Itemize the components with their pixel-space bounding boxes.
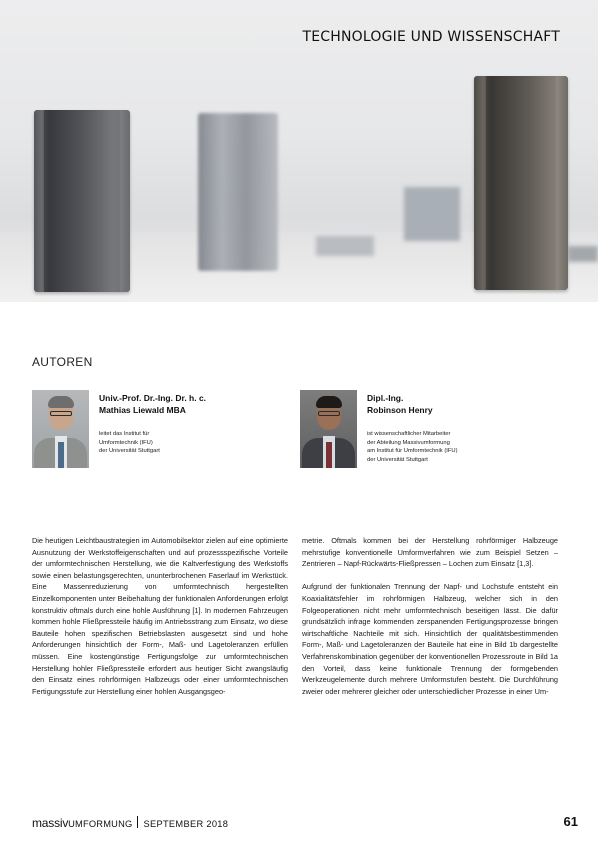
footer-masthead [32, 816, 228, 832]
author-photo [32, 390, 89, 468]
body-column-right [302, 535, 558, 697]
photo-tube-right [474, 76, 568, 290]
body-paragraph: Aufgrund der funktionalen Trennung der Napf- und Lochstufe entsteht ein Koaxialitätsfehler im rohrförmigen Halbzeug, welcher sich in den Folgeoperationen nicht mehr umformtechnisch beseitigen lässt. Die dafür grundsätzlich infrage kommenden zerspanenden Fertigungsprozesse bringen wirtschaftliche Nachteile mit sich. Hinsichtlich der qualitätsbestimmenden Form-, Maß- und Lagetoleranzen der Bauteile hat eine in Bild 1b dargestellte Verfahrenskombination gegenüber der konventionellen Prozessroute in Bild 1a den Vorteil, dass keine funktionale Trennung der formgebenden Werkzeugelemente durch mehrere Umformstufen besteht. Die Durchführung zweier oder mehrerer gleicher oder unterschiedlicher Prozesse in einer Um- [302, 582, 558, 696]
photo-tube-blurred [198, 113, 278, 271]
footer-divider [137, 816, 138, 828]
issue-date: SEPTEMBER 2018 [143, 819, 229, 829]
author-name: Dipl.-Ing. Robinson Henry [367, 393, 433, 415]
author-card [300, 390, 550, 470]
magazine-brand-suffix: UMFORMUNG [68, 819, 133, 829]
body-column-left [32, 535, 288, 697]
author-card [32, 390, 272, 470]
author-description: leitet das Institut für Umformtechnik (IFU) der Universität Stuttgart [99, 431, 160, 455]
body-paragraph: Die heutigen Leichtbaustrategien im Automobilsektor zielen auf eine optimierte Ausnutzung der Werkstoffeigenschaften und auf prozessspezifische Vorteile der umformtechnischen Herstellung, wie die Kaltverfestigung des Werkstoffs sowie einen belastungsgerechten, ununterbrochenen Faserlauf im Werkstück. Eine Massenreduzierung von umformtechnisch hergestellten Einzelkomponenten unter Beibehaltung der funktionalen Anforderungen erfolgt konstruktiv oftmals durch eine hohle Ausführung [1]. In modernen Fahrzeugen kommen hohle Fließpressteile häufig im Antriebsstrang zum Einsatz, wo diese Bauteile hohen spezifischen Betriebslasten ausgesetzt sind und hohe Anforderungen hinsichtlich der Form-, Maß- und Lagetoleranzen erfüllen müssen. Eine kostengünstige Fertigungsfolge zur umformtechnischen Herstellung hohler Fließpressteile erfordert aus heutiger Sicht zwangsläufig den Einsatz eines rohrförmigen Halbzeugs oder einer umformtechnischen Fertigungsstufe zur Herstellung einer hohlen Ausgangsgeo- [32, 536, 288, 696]
author-photo [300, 390, 357, 468]
photo-tube-left [34, 110, 130, 292]
authors-heading: AUTOREN [32, 355, 93, 369]
photo-background-part [316, 236, 374, 256]
hero-photo [0, 0, 598, 302]
body-paragraph: metrie. Oftmals kommen bei der Herstellung rohrförmiger Halbzeuge mehrstufige konventionelle Umformverfahren wie zum Beispiel Setzen – Zentrieren – Napf-Rückwärts-Fließpressen – Lochen zum Einsatz [1,3]. [302, 536, 558, 569]
author-description: ist wissenschaftlicher Mitarbeiter der Abteilung Massivumformung am Institut für Umformtechnik (IFU) der Universität Stuttgart [367, 431, 458, 464]
author-name: Univ.-Prof. Dr.-Ing. Dr. h. c. Mathias Liewald MBA [99, 393, 207, 415]
section-title: TECHNOLOGIE UND WISSENSCHAFT [302, 29, 560, 45]
magazine-brand: massiv [32, 816, 69, 830]
page-number: 61 [563, 814, 578, 829]
photo-background-part [404, 187, 460, 241]
photo-background-part [568, 246, 598, 262]
